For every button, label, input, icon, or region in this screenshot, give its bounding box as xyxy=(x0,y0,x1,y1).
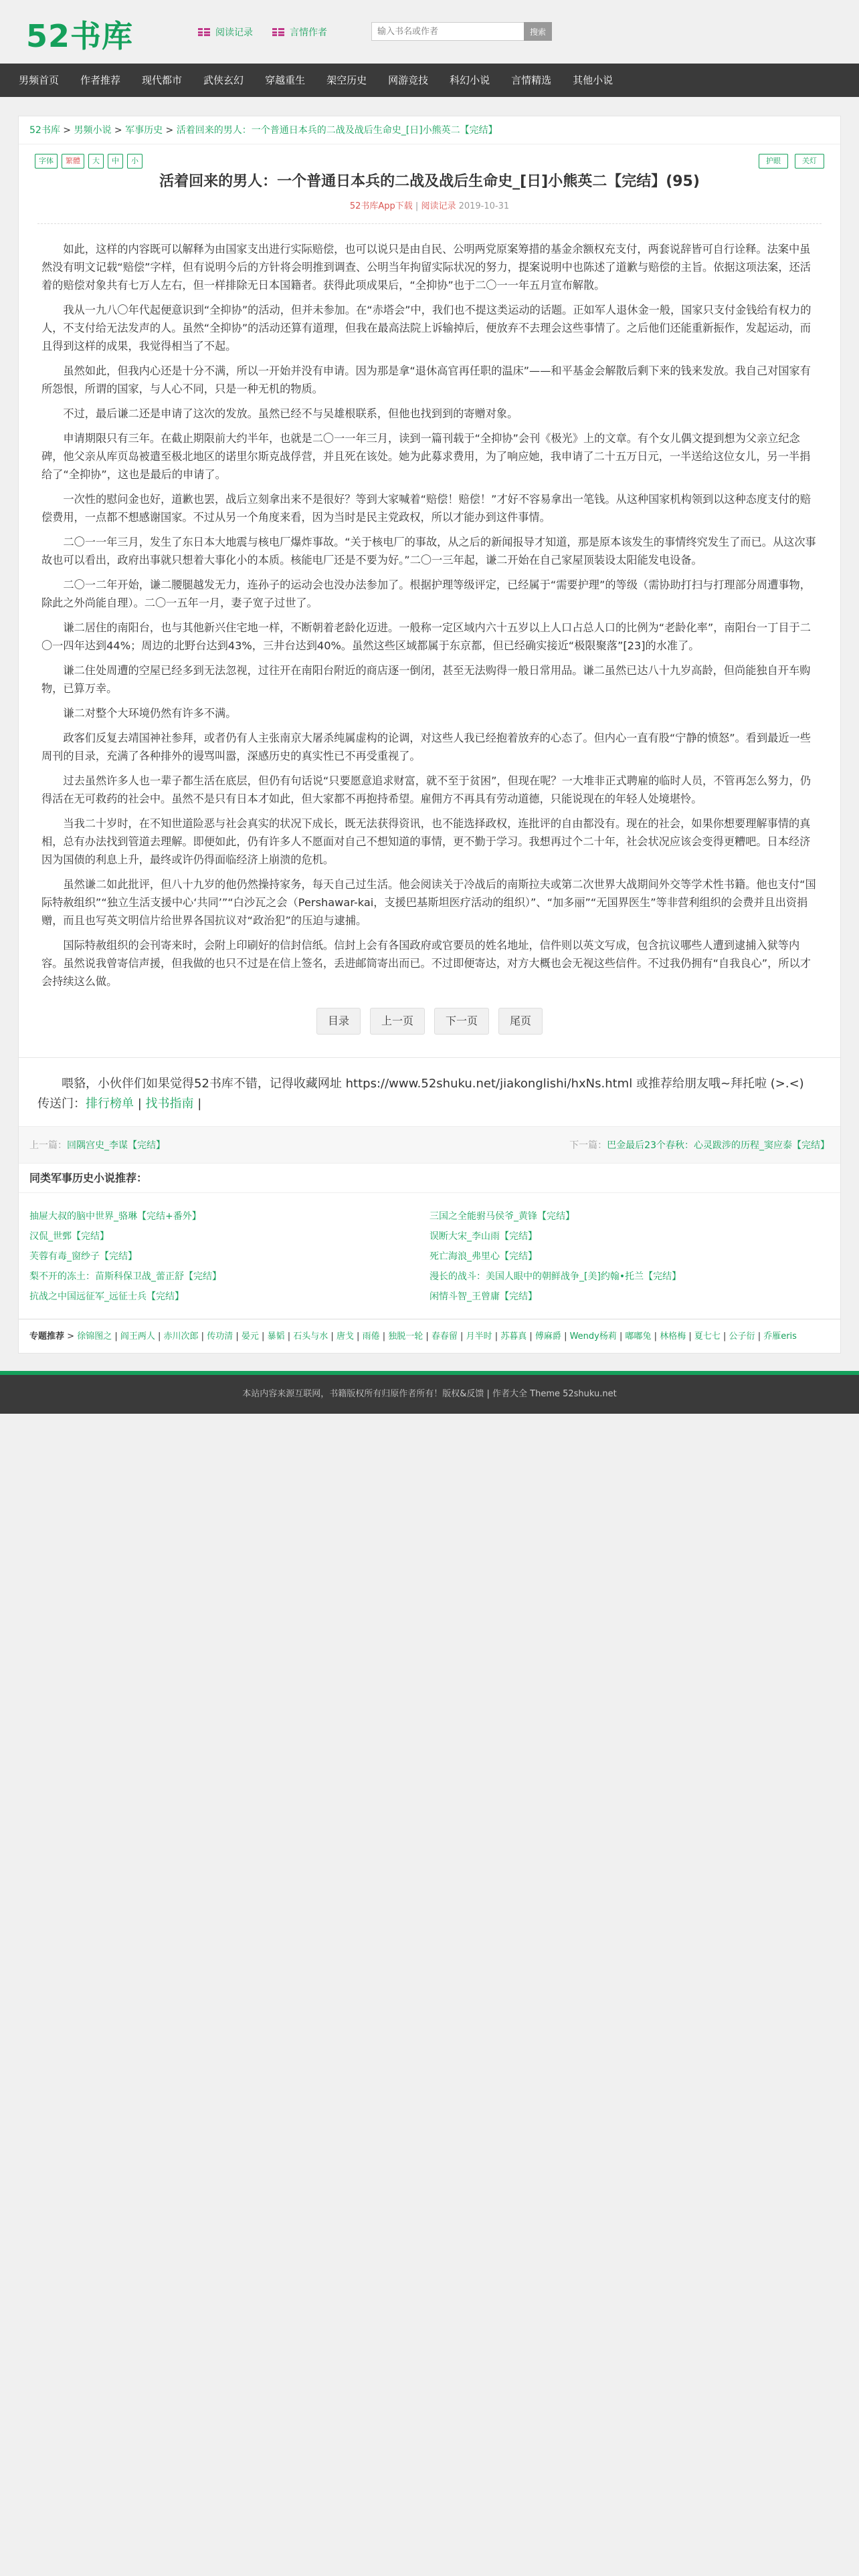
related-item[interactable]: 梨不开的冻土：苗斯科保卫战_蕾正舒【完结】 xyxy=(29,1271,221,1282)
chapter-meta xyxy=(37,199,822,224)
prev-article-link[interactable]: 回隅宫史_李谋【完结】 xyxy=(67,1140,165,1151)
related-item[interactable]: 误断大宋_李山雨【完结】 xyxy=(430,1231,537,1242)
related-item[interactable]: 三国之全能驸马侯爷_黄锋【完结】 xyxy=(430,1211,575,1222)
paragraph: 虽然谦二如此批评，但八十九岁的他仍然操持家务，每天自己过生活。他会阅读关于冷战后的南斯拉夫或第二次世界大战期间外交等学术性书籍。他也支付“国际特赦组织”“独立生活支援中心‘共同’”“白沙瓦之会（Pershawar-kai，支援巴基斯坦医疗活动的组织）”、“加多丽”“无国界医生”等非营利组织的会费并且出资捐赠，而且也写英文明信片给世界各国抗议对“政治犯”的压迫与逮捕。 xyxy=(41,878,816,927)
recommend-divider: | xyxy=(379,1331,389,1341)
paragraph: 虽然如此，但我内心还是十分不满，所以一开始并没有申请。因为那是拿“退休高官再任职的温床”——和平基金会解散后剩下来的钱来发放。我自己对国家有所怨恨，所谓的国家，与人心不同，只是一种无机的物质。 xyxy=(41,364,811,395)
recommend-divider: | xyxy=(686,1331,694,1341)
paragraph: 谦二对整个大环境仍然有许多不满。 xyxy=(63,707,237,720)
notice-text: 喂貉，小伙伴们如果觉得52书库不错，记得收藏网址 https://www.52shuku.net/jiakonglishi/hxNs.html 或推荐给朋友哦~拜托啦 (>.<) xyxy=(62,1077,804,1091)
related-item[interactable]: 汉侃_世鄄【完结】 xyxy=(29,1231,109,1242)
recommend-divider: | xyxy=(755,1331,764,1341)
breadcrumb-category[interactable]: 军事历史 xyxy=(125,125,163,136)
recommend-author-link[interactable]: 晏元 xyxy=(241,1331,259,1341)
recommend-divider: | xyxy=(492,1331,501,1341)
recommend-author-link[interactable]: 傅麻爵 xyxy=(535,1331,561,1341)
related-item[interactable]: 抽屉大叔的脑中世界_骆琳【完结+番外】 xyxy=(29,1211,201,1222)
nav-item-urban[interactable]: 现代都市 xyxy=(142,74,183,86)
next-article-link[interactable]: 巴金最后23个春秋：心灵跋涉的历程_窦应泰【完结】 xyxy=(607,1140,830,1151)
recommend-divider: | xyxy=(112,1331,120,1341)
related-item[interactable]: 芙蓉有毒_窗纱子【完结】 xyxy=(29,1251,137,1262)
topic-recommend xyxy=(19,1319,840,1353)
publish-date: 2019-10-31 xyxy=(458,201,510,211)
recommend-divider: | xyxy=(616,1331,626,1341)
paragraph: 谦二住处周遭的空屋已经多到无法忽视，过往开在南阳台附近的商店逐一倒闭，甚至无法购得一般日常用品。谦二虽然已达八十九岁高龄，但尚能独自开车购物，已算万幸。 xyxy=(41,664,811,695)
app-download-link[interactable]: 52书库App下载 xyxy=(349,201,413,211)
portal-sep: | xyxy=(134,1097,146,1111)
paragraph: 过去虽然许多人也一辈子都生活在底层，但仍有句话说“只要愿意追求财富，就不至于贫困”，但现在呢？一大堆非正式聘雇的临时人员，不管再怎么努力，仍得活在无可救药的社会中。虽然不是只有日本才如此，但大家都不再抱持希望。雇佣方不再具有劳动道德，只能说现在的年轻人处境堪怜。 xyxy=(41,774,811,805)
reading-history-label: 阅读记录 xyxy=(215,27,253,38)
search-bar xyxy=(371,22,552,41)
recommend-author-link[interactable]: 林格梅 xyxy=(660,1331,686,1341)
font-medium-button[interactable]: 中 xyxy=(108,154,123,169)
paragraph: 国际特赦组织的会刊寄来时，会附上印刷好的信封信纸。信封上会有各国政府或官要员的姓名地址，信件则以英文写成，包含抗议哪些人遭到逮捕入狱等内容。虽然说我曾寄信声援，但我做的也只不过是在信上签名，丢进邮筒寄出而已。不过即便寄达，对方大概也会无视这些信件。不过我仍拥有“自我良心”，所以才会持续这么做。 xyxy=(41,939,811,988)
breadcrumb-sep: > xyxy=(163,125,177,136)
related-books xyxy=(19,1164,840,1319)
recommend-divider: | xyxy=(155,1331,164,1341)
portal-links xyxy=(37,1094,822,1114)
related-item[interactable]: 抗战之中国远征军_远征士兵【完结】 xyxy=(29,1291,184,1302)
ranking-link[interactable]: 排行榜单 xyxy=(86,1097,134,1111)
recommend-author-link[interactable]: 传功清 xyxy=(207,1331,233,1341)
recommend-label: 专题推荐 xyxy=(29,1331,65,1341)
site-footer xyxy=(0,1375,859,1414)
top-header xyxy=(0,0,859,64)
recommend-divider: | xyxy=(233,1331,242,1341)
guide-link[interactable]: 找书指南 xyxy=(145,1097,194,1111)
site-logo[interactable]: 52书库 xyxy=(26,18,134,54)
bottom-spacer xyxy=(0,1414,859,1434)
traditional-button[interactable]: 繁體 xyxy=(62,154,84,169)
paragraph: 当我二十岁时，在不知世道险恶与社会真实的状况下成长，既无法获得资讯，也不能选择政权，连批评的自由都没有。现在的社会，如果你想要理解事情的真相，总有办法找到管道去理解。即便如此，仍有许多人不愿面对自己不想知道的事情，更不勤于学习。我想再过个二十年，社会状况应该会变得更糟吧。日本经济因为国债的利息上升，最终或许仍得面临经济上崩溃的危机。 xyxy=(41,817,811,866)
meta-sep: | xyxy=(412,201,421,211)
paragraph: 二〇一一年三月，发生了东日本大地震与核电厂爆炸事故。“关于核电厂的事故，从之后的新闻报导才知道，那是原本该发生的事情终究发生了而已。从这次事故也可以看出，政府出事就只想着大事化小的本质。核能电厂还是不要为好。”二〇一三年起，谦二开始在自己家屋顶装设太阳能发电设备。 xyxy=(41,536,816,566)
font-large-button[interactable]: 大 xyxy=(88,154,104,169)
prev-next-bar xyxy=(19,1126,840,1164)
related-item[interactable]: 死亡海浪_弗里心【完结】 xyxy=(430,1251,537,1262)
nav-item-other[interactable]: 其他小说 xyxy=(573,74,613,86)
prev-label: 上一篇： xyxy=(29,1140,67,1151)
paragraph: 申请期限只有三年。在截止期限前大约半年，也就是二〇一一年三月，读到一篇刊载于“全抑协”会刊《极光》上的文章。有个女儿偶文提到想为父亲立纪念碑，他父亲从库页岛被遣至极北地区的诺里尔斯克战俘营，并且死在该处。她为此募求费用，为了响应她，我申请了二十五万日元，一半送给这位女儿，另一半捐给了“全抑协”，这也是最后的申请了。 xyxy=(41,432,811,481)
recommend-divider: | xyxy=(328,1331,337,1341)
chapter-content xyxy=(37,224,822,990)
recommend-divider: | xyxy=(561,1331,570,1341)
recommend-divider: | xyxy=(284,1331,294,1341)
paragraph: 如此，这样的内容既可以解释为由国家支出进行实际赔偿，也可以说只是由自民、公明两党原案筹措的基金余额权充支付，两套说辞皆可自行诠释。法案中虽然没有明文记载“赔偿”字样，但有说明今后的方针将会明推到调查、公明当年拘留实际状况的努力，提案说明中也陈述了道歉与赔偿的主旨。依据这项法案，还活着的赔偿对象共有七万人左右，但一样排除无日本国籍者。获得此项成果后，“全抑协”也于二〇一一年五月宣布解散。 xyxy=(41,243,811,292)
recommend-author-link[interactable]: 独脱一轮 xyxy=(388,1331,423,1341)
paragraph: 政客们反复去靖国神社参拜，或者仍有人主张南京大屠杀纯属虚构的论调，对这些人我已经抱着放弃的心态了。但内心一直有股“宁静的愤怒”。看到最近一些周刊的目录，充满了各种排外的谩骂叫嚣，深感历史的真实性已不再受重视了。 xyxy=(41,732,811,762)
chapter-pager xyxy=(37,1008,822,1035)
reading-area xyxy=(19,144,840,1126)
recommend-divider: | xyxy=(423,1331,432,1341)
nav-item-romance[interactable]: 言情精选 xyxy=(511,74,552,86)
nav-item-wuxia[interactable]: 武侠玄幻 xyxy=(203,74,244,86)
recommend-sep: > xyxy=(64,1331,78,1341)
prev-article xyxy=(29,1138,165,1152)
chapter-title: 活着回来的男人：一个普通日本兵的二战及战后生命史_[日]小熊英二【完结】(95) xyxy=(159,173,700,190)
reading-record-link[interactable]: 阅读记录 xyxy=(421,201,456,211)
nav-item-scifi[interactable]: 科幻小说 xyxy=(450,74,490,86)
recommend-author-link[interactable]: 阎王两人 xyxy=(120,1331,155,1341)
next-article xyxy=(569,1138,830,1152)
recommend-author-link[interactable]: 赤川次郎 xyxy=(163,1331,199,1341)
recommend-author-link[interactable]: 夏七七 xyxy=(694,1331,721,1341)
recommend-author-link[interactable]: 石头与水 xyxy=(293,1331,328,1341)
romance-authors-label: 言情作者 xyxy=(290,27,327,38)
recommend-author-link[interactable]: 月半时 xyxy=(466,1331,492,1341)
list-icon xyxy=(198,28,210,36)
breadcrumb-sep: > xyxy=(111,125,126,136)
footer-text: 本站内容来源互联网，书籍版权所有归原作者所有！版权&反馈 | 作者大全 Theme 52shuku.net xyxy=(242,1389,617,1399)
main-container xyxy=(18,116,841,1354)
font-button[interactable]: 字体 xyxy=(35,154,58,169)
next-page-button[interactable]: 下一页 xyxy=(434,1008,489,1035)
nav-item-time-travel[interactable]: 穿越重生 xyxy=(265,74,306,86)
recommend-author-link[interactable]: 乔雁eris xyxy=(763,1331,797,1341)
related-item[interactable]: 漫长的战斗：美国人眼中的朝鲜战争_[美]约翰•托兰【完结】 xyxy=(430,1271,682,1282)
breadcrumb xyxy=(19,116,840,144)
recommend-author-link[interactable]: 雨倦 xyxy=(362,1331,380,1341)
list-icon xyxy=(272,28,284,36)
recommend-author-link[interactable]: 唐戈 xyxy=(336,1331,354,1341)
recommend-author-link[interactable]: 暴韬 xyxy=(267,1331,285,1341)
toc-button[interactable]: 目录 xyxy=(316,1008,361,1035)
romance-authors-link[interactable] xyxy=(272,25,327,39)
recommend-divider: | xyxy=(651,1331,660,1341)
paragraph: 不过，最后谦二还是申请了这次的发放。虽然已经不与吴雄根联系，但他也找到到的寄赠对象。 xyxy=(63,407,518,420)
font-small-button[interactable]: 小 xyxy=(127,154,142,169)
recommend-divider: | xyxy=(457,1331,466,1341)
recommend-list xyxy=(77,1331,797,1341)
portal-end: | xyxy=(193,1097,202,1111)
nav-item-gaming[interactable]: 网游竞技 xyxy=(388,74,429,86)
portal-label: 传送门： xyxy=(37,1097,86,1111)
paragraph: 一次性的慰问金也好，道歉也罢，战后立刻拿出来不是很好？等到大家喊着“赔偿！赔偿！”才好不容易拿出一笔钱。从这种国家机构领到以这种态度支付的赔偿费用，一点都不想感谢国家。不过从另一个角度来看，因为当时是民主党政权，所以才能办到这件事情。 xyxy=(41,493,811,524)
paragraph: 二〇一二年开始，谦二腰腿越发无力，连孙子的运动会也没办法参加了。根据护理等级评定，已经属于“需要护理”的等级（需协助打扫与打理部分周遭事物，除此之外尚能自理）。二〇一五年一月，妻子宽子过世了。 xyxy=(41,578,811,609)
paragraph: 谦二居住的南阳台，也与其他新兴住宅地一样，不断朝着老龄化迈进。一般称一定区域内六十五岁以上人口占总人口的比例为“老龄化率”，南阳台一丁目于二〇一四年达到44%；周边的北野台达到43%，三井台达到40%。虽然这些区域都属于东京都，但已经确实接近“极限聚落”[23]的水准了。 xyxy=(41,621,811,652)
nav-item-male-home[interactable]: 男频首页 xyxy=(19,74,60,86)
paragraph: 我从一九八〇年代起便意识到“全抑协”的活动，但并未参加。在“赤塔会”中，我们也不提这类运动的话题。正如军人退休金一般，国家只支付金钱给有权力的人，不支付给无法发声的人。虽然“全抑协”的活动还算有道理，但我在最高法院上诉输掉后，便放弃不去理会这些事情了。之后他们还能重新振作，发起运动，而且得到这样的成果，我觉得相当了不起。 xyxy=(41,304,812,352)
reading-history-link[interactable] xyxy=(198,25,253,39)
last-page-button[interactable]: 尾页 xyxy=(498,1008,543,1035)
recommend-author-link[interactable]: 徐锦图之 xyxy=(77,1331,112,1341)
recommend-divider: | xyxy=(527,1331,535,1341)
recommend-author-link[interactable]: 嘟嘟兔 xyxy=(625,1331,652,1341)
recommend-author-link[interactable]: 春春留 xyxy=(431,1331,458,1341)
nav-item-author-picks[interactable]: 作者推荐 xyxy=(80,74,121,86)
nav-item-alt-history[interactable]: 架空历史 xyxy=(326,74,367,86)
view-toolbar xyxy=(759,154,824,169)
recommend-divider: | xyxy=(720,1331,729,1341)
breadcrumb-home[interactable]: 52书库 xyxy=(29,125,60,136)
search-input[interactable] xyxy=(371,22,524,41)
prev-page-button[interactable]: 上一页 xyxy=(370,1008,425,1035)
breadcrumb-male[interactable]: 男频小说 xyxy=(74,125,112,136)
main-nav xyxy=(0,64,859,97)
next-label: 下一篇： xyxy=(569,1140,607,1151)
eye-care-button[interactable]: 护眼 xyxy=(759,154,788,169)
bookmark-notice xyxy=(19,1057,840,1126)
related-list xyxy=(19,1193,840,1319)
related-item[interactable]: 闲情斗智_王曾庸【完结】 xyxy=(430,1291,537,1302)
recommend-author-link[interactable]: Wendy杨莉 xyxy=(569,1331,617,1341)
recommend-divider: | xyxy=(258,1331,268,1341)
recommend-author-link[interactable]: 苏暮真 xyxy=(500,1331,527,1341)
related-heading: 同类军事历史小说推荐： xyxy=(19,1164,840,1193)
breadcrumb-sep: > xyxy=(60,125,74,136)
recommend-author-link[interactable]: 公子衍 xyxy=(729,1331,755,1341)
search-button[interactable]: 搜索 xyxy=(524,22,552,41)
lights-off-button[interactable]: 关灯 xyxy=(795,154,824,169)
breadcrumb-book[interactable]: 活着回来的男人：一个普通日本兵的二战及战后生命史_[日]小熊英二【完结】 xyxy=(176,125,498,136)
recommend-divider: | xyxy=(353,1331,363,1341)
font-toolbar xyxy=(35,154,142,169)
recommend-divider: | xyxy=(198,1331,207,1341)
